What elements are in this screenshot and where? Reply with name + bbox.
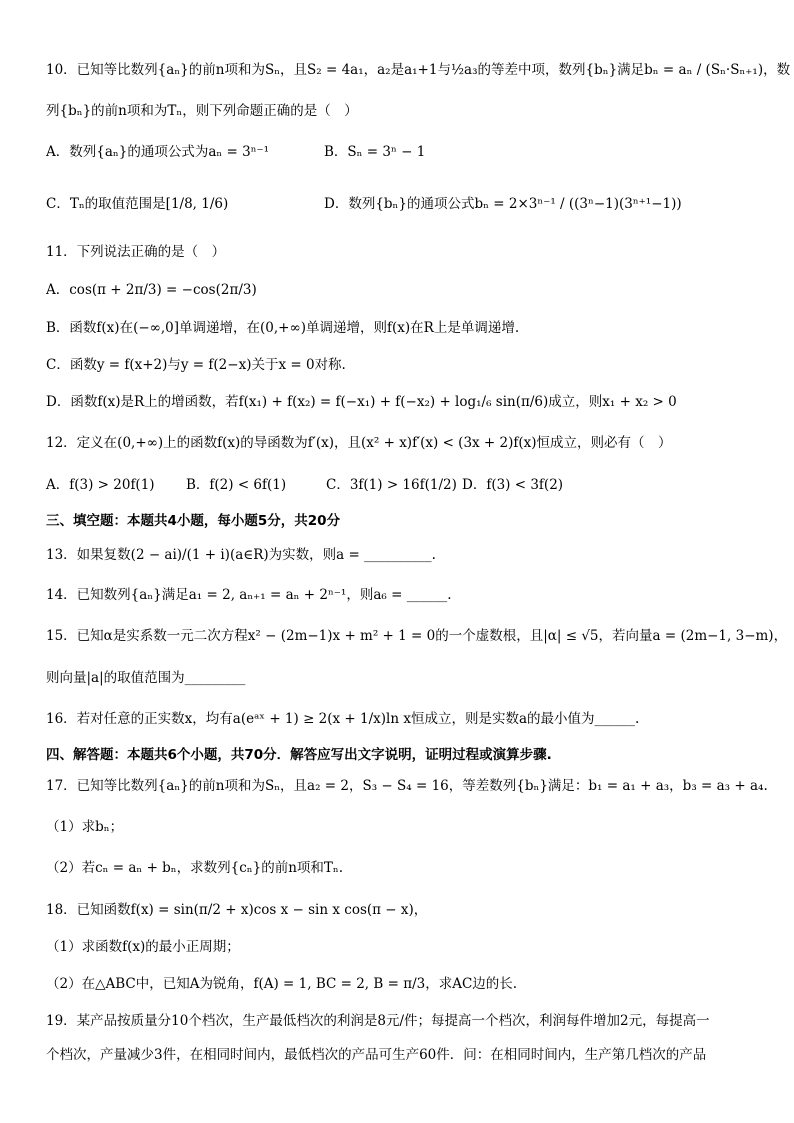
q12-option-b: B．f(2) < 6f(1) bbox=[186, 477, 287, 493]
q13-text: 13．如果复数(2 − ai)/(1 + i)(a∈R)为实数，则a = __________. bbox=[46, 547, 436, 563]
q14-text: 14．已知数列{aₙ}满足a₁ = 2, aₙ₊₁ = aₙ + 2ⁿ⁻¹，则a₆ = ______. bbox=[46, 587, 452, 603]
q18-part2: （2）在△ABC中，已知A为锐角，f(A) = 1, BC = 2, B = π/3，求AC边的长. bbox=[46, 976, 518, 992]
q12-option-d: D．f(3) < 3f(2) bbox=[462, 477, 564, 493]
q15-line1: 15．已知α是实系数一元二次方程x² − (2m−1)x + m² + 1 = 0的一个虚数根，且|α| ≤ √5，若向量a = (2m−1, 3−m)， bbox=[46, 628, 788, 644]
q17-part1: （1）求bₙ； bbox=[46, 819, 124, 835]
q10-option-b: B．Sₙ = 3ⁿ − 1 bbox=[324, 144, 426, 160]
q17-stem: 17．已知等比数列{aₙ}的前n项和为Sₙ，且a₂ = 2，S₃ − S₄ = 16，等差数列{bₙ}满足：b₁ = a₁ + a₃，b₃ = a₃ + a₄. bbox=[46, 778, 768, 794]
q12-option-a: A．f(3) > 20f(1) bbox=[46, 477, 155, 493]
q11-stem: 11．下列说法正确的是（ ） bbox=[46, 244, 226, 260]
q15-line2: 则向量|a|的取值范围为_________ bbox=[46, 670, 246, 686]
q10-option-a: A．数列{aₙ}的通项公式为aₙ = 3ⁿ⁻¹ bbox=[46, 144, 270, 160]
q17-part2: （2）若cₙ = aₙ + bₙ，求数列{cₙ}的前n项和Tₙ. bbox=[46, 860, 344, 876]
q11-option-c: C．函数y = f(x+2)与y = f(2−x)关于x = 0对称. bbox=[46, 357, 346, 373]
q11-option-a: A．cos(π + 2π/3) = −cos(2π/3) bbox=[46, 282, 257, 298]
q10-stem-line2: 列{bₙ}的前n项和为Tₙ，则下列命题正确的是（ ） bbox=[46, 103, 358, 119]
q10-option-d: D．数列{bₙ}的通项公式bₙ = 2×3ⁿ⁻¹ / ((3ⁿ−1)(3ⁿ⁺¹−1)) bbox=[324, 196, 682, 212]
q12-option-c: C．3f(1) > 16f(1/2) bbox=[326, 477, 457, 493]
q11-option-b: B．函数f(x)在(−∞,0]单调递增，在(0,+∞)单调递增，则f(x)在R上是单调递增. bbox=[46, 320, 520, 336]
q11-option-d: D．函数f(x)是R上的增函数，若f(x₁) + f(x₂) = f(−x₁) + f(−x₂) + log₁/₆ sin(π/6)成立，则x₁ + x₂ > 0 bbox=[46, 394, 677, 410]
section-solution-heading: 四、解答题：本题共6个小题，共70分．解答应写出文字说明，证明过程或演算步骤. bbox=[46, 747, 552, 763]
section-fill-in-heading: 三、填空题：本题共4小题，每小题5分，共20分 bbox=[46, 513, 341, 529]
q16-text: 16．若对任意的正实数x，均有a(eᵃˣ + 1) ≥ 2(x + 1/x)ln x恒成立，则是实数a的最小值为______. bbox=[46, 711, 640, 727]
q10-stem-line1: 10．已知等比数列{aₙ}的前n项和为Sₙ，且S₂ = 4a₁，a₂是a₁+1与½a₃的等差中项，数列{bₙ}满足bₙ = aₙ / (Sₙ·Sₙ₊₁)，数 bbox=[46, 62, 791, 78]
q18-stem: 18．已知函数f(x) = sin(π/2 + x)cos x − sin x cos(π − x)， bbox=[46, 902, 428, 918]
q19-line1: 19．某产品按质量分10个档次，生产最低档次的利润是8元/件；每提高一个档次，利润每件增加2元，每提高一 bbox=[46, 1013, 710, 1029]
q10-option-c: C．Tₙ的取值范围是[1/8, 1/6) bbox=[46, 196, 229, 212]
q12-stem: 12．定义在(0,+∞)上的函数f(x)的导函数为f′(x)，且(x² + x)f′(x) < (3x + 2)f(x)恒成立，则必有（ ） bbox=[46, 435, 672, 451]
q18-part1: （1）求函数f(x)的最小正周期； bbox=[46, 939, 240, 955]
q19-line2: 个档次，产量减少3件，在相同时间内，最低档次的产品可生产60件．问：在相同时间内，生产第几档次的产品 bbox=[46, 1047, 707, 1063]
